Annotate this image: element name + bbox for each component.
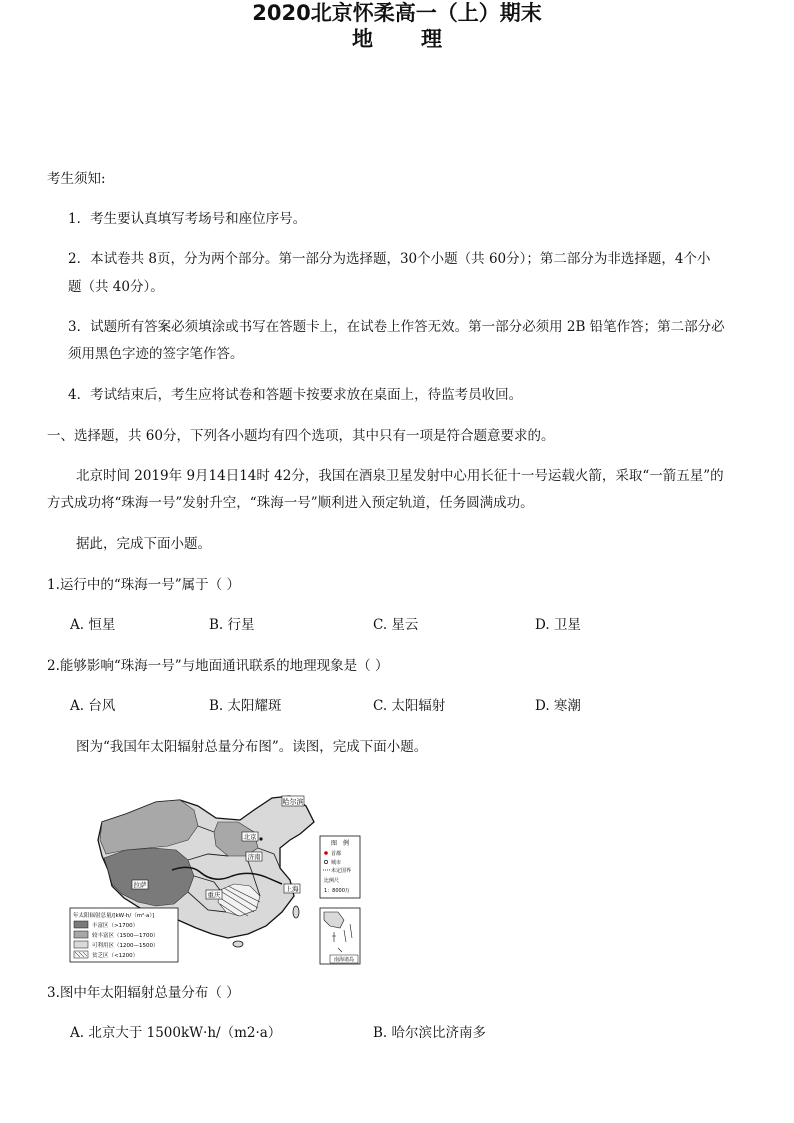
passage-line-1: 北京时间 2019年 9月14日14时 42分，我国在酒泉卫星发射中心用长征十一号运载火箭，采取“一箭五星”的 [76,468,724,484]
question-1-option-b: B. 行星 [209,617,255,633]
section-heading: 一、选择题，共 60分，下列各小题均有四个选项，其中只有一项是符合题意要求的。 [47,428,555,444]
question-2-option-b: B. 太阳耀斑 [209,698,282,714]
legend-city: 城市 [331,860,342,866]
legend-capital-symbol [324,851,328,855]
figure-intro: 图为“我国年太阳辐射总量分布图”。读图，完成下面小题。 [76,739,428,755]
passage-instruction: 据此，完成下面小题。 [76,536,211,552]
city-label-shanghai: 上海 [285,885,299,893]
question-1-option-d: D. 卫星 [535,617,581,633]
notice-item-2-line-1: 2．本试卷共 8页，分为两个部分。第一部分为选择题，30个小题（共 60分）；第二部分为非选择题，4个小 [68,251,711,267]
question-3-option-a: A. 北京大于 1500kW·h/（m2·a） [70,1025,282,1041]
subject-title: 地理 [352,27,490,51]
city-label-beijing: 北京 [243,833,257,841]
question-2-option-c: C. 太阳辐射 [373,698,446,714]
question-2-option-d: D. 寒潮 [535,698,581,714]
city-label-harbin: 哈尔滨 [282,798,304,806]
zone-legend-title: 年太阳辐射总量/[kW·h/（m²·a）] [73,913,155,919]
notice-heading: 考生须知: [47,171,106,187]
passage-line-2: 方式成功将“珠海一号”发射升空，“珠海一号”顺利进入预定轨道，任务圆满成功。 [47,495,534,511]
zone-rich [104,848,194,906]
question-3-option-b: B. 哈尔滨比济南多 [373,1025,487,1041]
notice-item-1: 1．考生要认真填写考场号和座位序号。 [68,211,307,227]
capital-marker [259,837,262,840]
city-label-chongqing: 重庆 [207,891,221,899]
question-2-stem: 2.能够影响“珠海一号”与地面通讯联系的地理现象是（ ） [47,658,389,674]
question-1-option-c: C. 星云 [373,617,419,633]
question-1-option-a: A. 恒星 [70,617,116,633]
legend-title: 图 例 [330,840,350,847]
city-label-lhasa: 拉萨 [133,881,147,889]
question-1-stem: 1.运行中的“珠海一号”属于（ ） [47,577,240,593]
legend-capital: 首都 [331,851,342,857]
page-title: 2020北京怀柔高一（上）期末 [252,1,542,25]
solar-radiation-map [68,792,364,968]
city-label-jinan: 济南 [247,853,261,861]
legend-scale: 1：8000万 [324,888,350,894]
notice-item-3-line-1: 3．试题所有答案必须填涂或书写在答题卡上，在试卷上作答无效。第一部分必须用 2B 铅笔作答；第二部分必 [68,319,725,335]
legend-boundary: 未定国界 [331,868,352,874]
question-3-stem: 3.图中年太阳辐射总量分布（ ） [47,985,240,1001]
notice-item-3-line-2: 须用黑色字迹的签字笔作答。 [68,346,244,362]
zone-legend-usable: 可利用区（1200—1500） [92,943,159,949]
zone-legend-fairly-rich: 较丰富区（1500—1700） [92,933,159,939]
zone-legend-rich: 丰富区（>1700） [92,923,139,929]
notice-item-4: 4．考试结束后，考生应将试卷和答题卡按要求放在桌面上，待监考员收回。 [68,387,523,403]
question-2-option-a: A. 台风 [70,698,116,714]
notice-item-2-line-2: 题（共 40分）。 [68,279,164,295]
legend-scale-label: 比例尺 [324,878,340,884]
inset-label: 南海诸岛 [333,957,355,963]
zone-legend-poor: 贫乏区（<1200） [92,953,139,959]
